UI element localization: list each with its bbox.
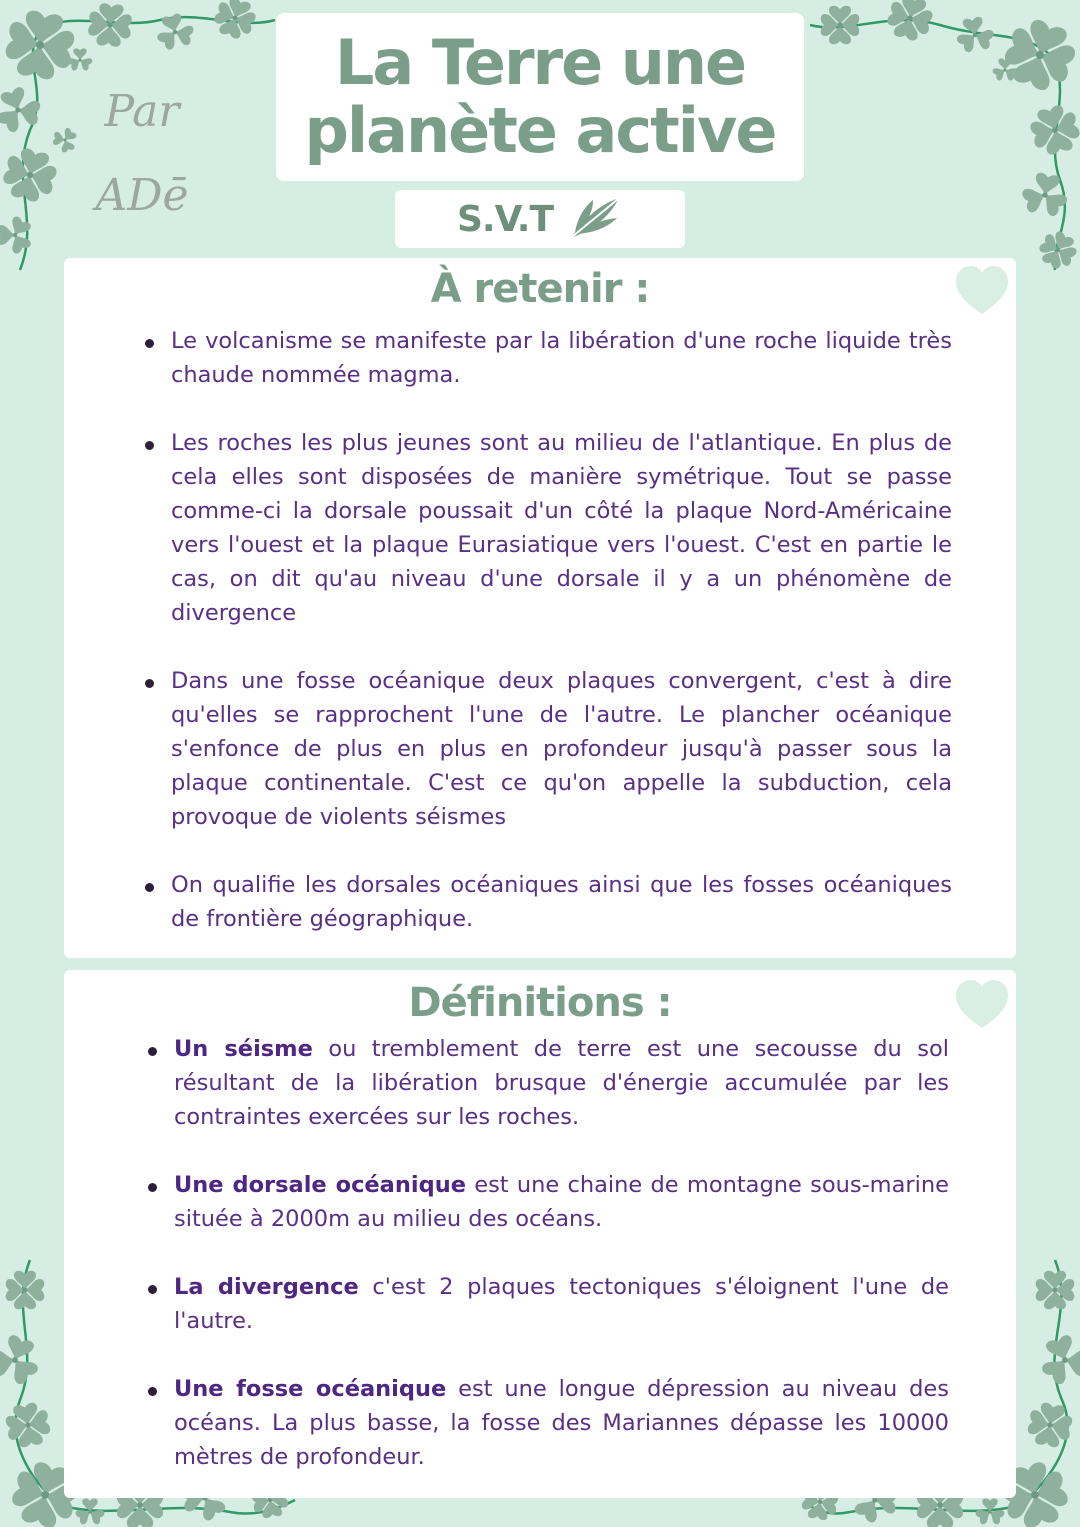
list-item: Le volcanisme se manifeste par la libération d'une roche liquide très chaude nommée magma. bbox=[171, 324, 952, 392]
clover-leaf bbox=[6, 1271, 45, 1310]
author-signature bbox=[82, 70, 202, 238]
retenir-heading: À retenir : bbox=[430, 266, 650, 312]
clover-leaf bbox=[0, 210, 41, 260]
leaf-icon bbox=[567, 194, 623, 244]
definition-text: ou tremblement de terre est une secousse du sol résultant de la libération brusque d'énergie accumulée par les contraintes exercées sur les roches. bbox=[174, 1036, 949, 1130]
clover-leaf bbox=[0, 144, 61, 205]
clover-leaf bbox=[821, 6, 860, 45]
definition-item bbox=[174, 1168, 949, 1236]
heart-icon bbox=[954, 264, 1010, 318]
title-box bbox=[276, 13, 804, 181]
definition-item bbox=[174, 1270, 949, 1338]
clover-leaf bbox=[74, 1498, 105, 1525]
retenir-list bbox=[171, 324, 952, 970]
definition-text: est une longue dépression au niveau des océans. La plus basse, la fosse des Mariannes dépasse les 10000 mètres de profondeur. bbox=[174, 1376, 949, 1470]
list-item: On qualifie les dorsales océaniques ainsi que les fosses océaniques de frontière géographique. bbox=[171, 868, 952, 936]
definition-term: Un séisme bbox=[174, 1036, 313, 1062]
definitions-list bbox=[174, 1032, 949, 1508]
clover-leaf bbox=[974, 1498, 1005, 1525]
clover-leaf bbox=[47, 123, 82, 158]
definition-text: c'est 2 plaques tectoniques s'éloignent l'une de l'autre. bbox=[174, 1274, 949, 1334]
clover-leaf bbox=[67, 48, 94, 71]
clover-leaf bbox=[3, 1400, 52, 1449]
definition-item bbox=[174, 1032, 949, 1134]
clover-leaf bbox=[1034, 226, 1080, 273]
heart-icon bbox=[954, 978, 1010, 1032]
definition-item bbox=[174, 1372, 949, 1474]
definition-term: Une fosse océanique bbox=[174, 1376, 447, 1402]
clover-leaf bbox=[210, 0, 259, 43]
author-line-1: Par bbox=[104, 86, 180, 137]
page-title-line-1: La Terre une bbox=[334, 26, 746, 99]
definition-term: La divergence bbox=[174, 1274, 359, 1300]
clover-decoration-top-right bbox=[800, 0, 1080, 280]
list-item: Les roches les plus jeunes sont au milieu de l'atlantique. En plus de cela elles sont disposées de manière symétrique. Tout se passe comme-ci la dorsale poussait d'un côté la plaque Nord-Américaine vers l'ouest et la plaque Eurasiatique vers l'ouest. C'est en partie le cas, on dit qu'au niveau d'une dorsale il y a un phénomène de divergence bbox=[171, 426, 952, 630]
author-line-2: ADē bbox=[95, 170, 189, 221]
clover-leaf bbox=[1027, 102, 1080, 159]
subject-label: S.V.T bbox=[456, 198, 554, 240]
clover-leaf bbox=[87, 2, 133, 48]
clover-leaf bbox=[952, 14, 997, 55]
clover-leaf bbox=[1025, 1400, 1074, 1449]
page-title-line-2: planète active bbox=[304, 94, 776, 167]
retenir-card bbox=[64, 258, 1016, 958]
definitions-card bbox=[64, 970, 1016, 1498]
subject-badge bbox=[395, 190, 685, 248]
clover-leaf bbox=[1036, 1271, 1075, 1310]
definition-text: est une chaine de montagne sous-marine située à 2000m au milieu des océans. bbox=[174, 1172, 949, 1232]
list-item: Dans une fosse océanique deux plaques convergent, c'est à dire qu'elles se rapprochent l'une de l'autre. Le plancher océanique s'enfonce de plus en plus en profondeur jusqu'à passer sous la plaque continentale. C'est ce qu'on appelle la subduction, cela provoque de violents séismes bbox=[171, 664, 952, 834]
definitions-heading: Définitions : bbox=[408, 980, 672, 1026]
definition-term: Une dorsale océanique bbox=[174, 1172, 466, 1198]
clover-leaf bbox=[0, 1329, 48, 1391]
clover-leaf bbox=[998, 13, 1080, 97]
clover-leaf bbox=[2, 7, 78, 83]
clover-leaf bbox=[0, 82, 48, 138]
